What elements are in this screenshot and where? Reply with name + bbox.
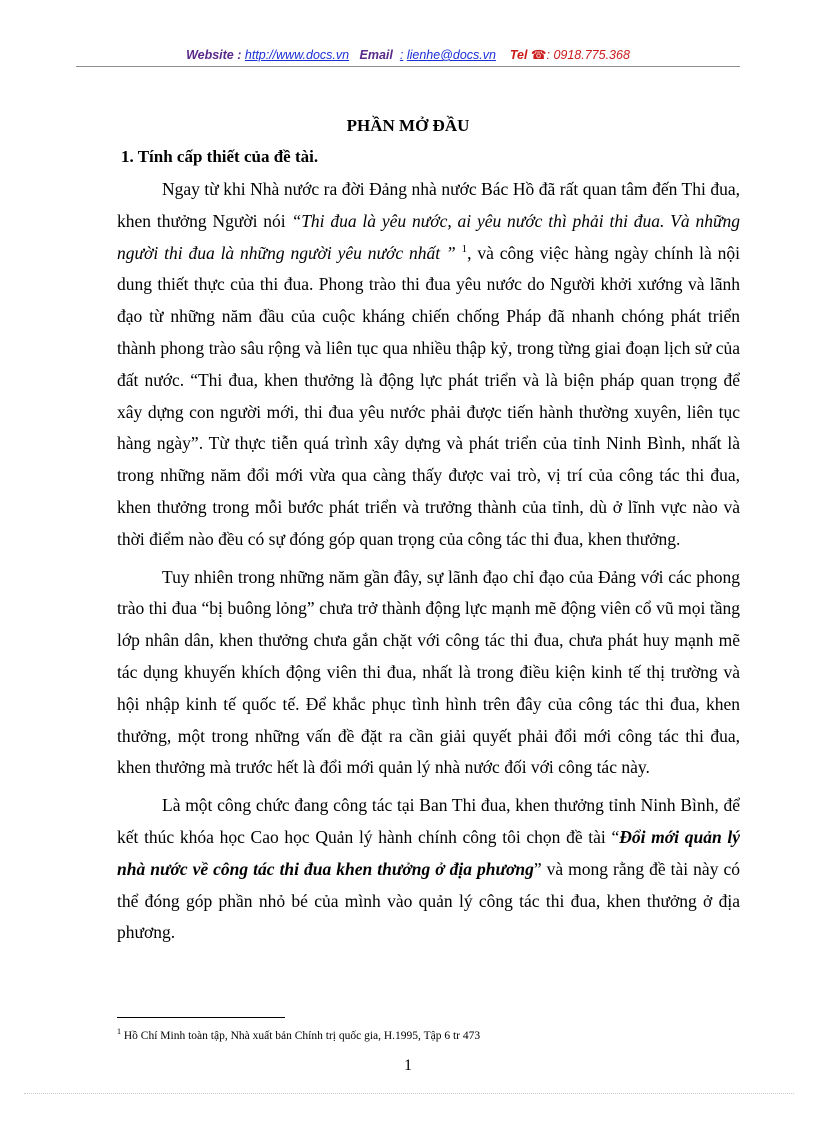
section-heading: 1. Tính cấp thiết của đề tài. [121, 147, 319, 166]
paragraph-2: Tuy nhiên trong những năm gần đây, sự lãnh đạo chỉ đạo của Đảng với các phong trào thi đua “bị buông lỏng” chưa trở thành động lực mạnh mẽ động viên cổ vũ mọi tầng lớp nhân dân, khen thưởng chưa gắn chặt với công tác thi đua, chưa phát huy mạnh mẽ tác dụng khuyến khích động viên thi đua, nhất là trong điều kiện kinh tế thị trường và hội nhập kinh tế quốc tế. Để khắc phục tình hình trên đây của công tác thi đua, khen thưởng, một trong những vấn đề đặt ra cần giải quyết phải đổi mới công tác thi đua, khen thưởng mà trước hết là đổi mới quản lý nhà nước đối với công tác này. [117, 566, 740, 778]
footnote-reference[interactable]: 1 [461, 242, 468, 255]
header-divider [76, 66, 740, 67]
website-link[interactable]: http://www.docs.vn [244, 48, 350, 62]
website-label: Website : [186, 48, 242, 62]
paragraph-3-text-b: ” và mong rằng đề tài này có thể đóng góp phần nhỏ bé của mình vào quản lý công tác thi đua, khen thưởng ở địa phương. [117, 858, 740, 943]
paragraph-3-text-a: Là một công chức đang công tác tại Ban Thi đua, khen thưởng tỉnh Ninh Bình, để kết thúc khóa học Cao học Quản lý hành chính công tôi chọn đề tài “ [117, 795, 740, 847]
ho-chi-minh-quote: “Thi đua là yêu nước, ai yêu nước thì phải thi đua. Và những người thi đua là những người yêu nước nhất ” [117, 210, 740, 263]
footnote-number: 1 [117, 1027, 121, 1036]
email-link[interactable]: lienhe@docs.vn [406, 48, 496, 62]
phone-label: Tel ☎ [509, 48, 547, 62]
phone-number: : 0918.775.368 [546, 48, 630, 62]
thesis-topic: Đổi mới quản lý nhà nước về công tác thi đua khen thưởng ở địa phương [117, 826, 740, 879]
paragraph-1-text-b: , và công việc hàng ngày chính là nội dung thiết thực của thi đua. Phong trào thi đua yêu nước do Người khởi xướng và lãnh đạo từ những năm đầu của cuộc kháng chiến chống Pháp đã nhanh chóng phát triển thành phong trào sâu rộng và liên tục qua nhiều thập kỷ, trong từng giai đoạn lịch sử của đất nước. “Thi đua, khen thưởng là động lực phát triển và là biện pháp quan trọng để xây dựng con người mới, thi đua yêu nước phải được tiến hành thường xuyên, liên tục hàng ngày”. Từ thực tiễn quá trình xây dựng và phát triển của tỉnh Ninh Bình, nhất là trong những năm đổi mới vừa qua càng thấy được vai trò, vị trí của công tác thi đua, khen thưởng trong mỗi bước phát triển và trưởng thành của tỉnh, dù ở lĩnh vực nào và thời điểm nào đều có sự đóng góp quan trọng của công tác thi đua, khen thưởng. [117, 242, 741, 549]
paragraph-3 [117, 790, 740, 949]
email-separator: : [399, 48, 404, 62]
paragraph-1-text-a: Ngay từ khi Nhà nước ra đời Đảng nhà nước Bác Hồ đã rất quan tâm đến Thi đua, khen thưởng Người nói [117, 179, 740, 231]
paragraph-1 [117, 174, 740, 556]
document-body [117, 174, 740, 955]
footnote-text: Hồ Chí Minh toàn tập, Nhà xuất bản Chính trị quốc gia, H.1995, Tập 6 tr 473 [121, 1029, 481, 1042]
page-boundary [24, 1093, 794, 1094]
email-label: Email [359, 48, 393, 62]
page-header [76, 47, 740, 62]
page-title: PHẦN MỞ ĐẦU [346, 116, 470, 135]
footnote [117, 1027, 480, 1042]
page-number: 1 [404, 1057, 412, 1074]
footnote-divider [117, 1017, 285, 1018]
